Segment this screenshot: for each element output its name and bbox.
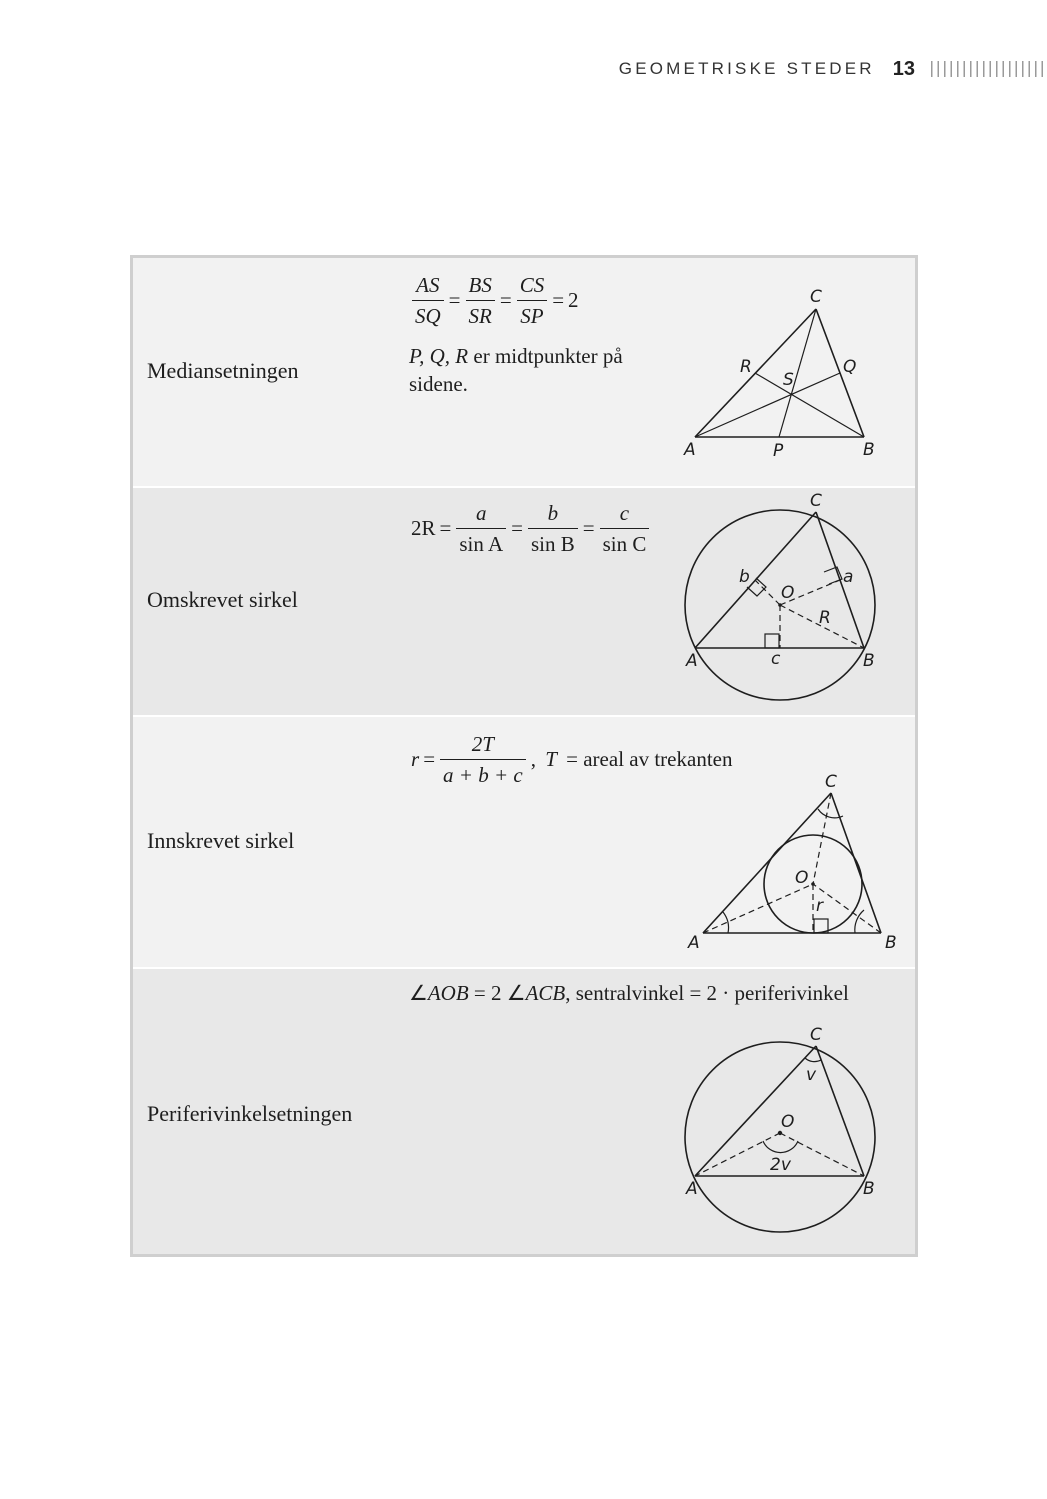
circumscribed-circle-diagram bbox=[133, 488, 915, 715]
row-name: Innskrevet sirkel bbox=[147, 828, 295, 853]
label-Q: Q bbox=[843, 357, 857, 377]
label-v: v bbox=[806, 1065, 817, 1085]
label-S: S bbox=[783, 370, 794, 390]
page-number: 13 bbox=[892, 57, 915, 80]
fraction: $\frac{BS}{SR}$ bbox=[466, 270, 495, 331]
theorem-table bbox=[130, 255, 918, 1257]
inscribed-circle-diagram bbox=[133, 717, 915, 967]
label-C: C bbox=[825, 772, 837, 792]
header-title: GEOMETRISKE STEDER bbox=[618, 59, 875, 78]
label-C: C bbox=[810, 287, 822, 307]
label-a: a bbox=[843, 567, 854, 587]
median-note: P, Q, R er midtpunkter på sidene. bbox=[409, 344, 623, 396]
label-O: O bbox=[781, 1112, 795, 1132]
median-triangle-diagram bbox=[133, 258, 915, 486]
inscribed-angle-diagram bbox=[133, 969, 915, 1254]
row-name: Periferivinkelsetningen bbox=[147, 1101, 353, 1126]
label-C: C bbox=[810, 491, 822, 511]
row-innskrevet-sirkel bbox=[133, 717, 915, 969]
label-A: A bbox=[686, 1179, 698, 1199]
fraction: $\frac{2T}{a + b + c}$ bbox=[440, 729, 526, 790]
row-name: Mediansetningen bbox=[147, 358, 299, 383]
label-R: R bbox=[819, 608, 831, 628]
fraction: $\frac{a}{\text{sin A}}$ bbox=[456, 498, 506, 559]
label-A: A bbox=[684, 440, 696, 460]
median-formula: $\frac{AS}{SQ}$ = $\frac{BS}{SR}$ = $\frac{CS}{SP}$ = 2 bbox=[409, 270, 581, 331]
label-c: c bbox=[771, 649, 781, 669]
row-periferivinkelsetningen bbox=[133, 969, 915, 1254]
label-O: O bbox=[795, 868, 809, 888]
label-R: R bbox=[740, 357, 752, 377]
row-name: Omskrevet sirkel bbox=[147, 587, 298, 612]
inscribed-angle-formula: ∠AOB = 2 ∠ACB, sentralvinkel = 2 · periferivinkel bbox=[409, 981, 849, 1005]
row-mediansetningen bbox=[133, 258, 915, 488]
fraction: $\frac{c}{\text{sin C}}$ bbox=[600, 498, 650, 559]
label-B: B bbox=[863, 1179, 875, 1199]
label-2v: 2v bbox=[770, 1155, 791, 1175]
inscribed-formula: r = $\frac{2T}{a + b + c}$ , T = areal av trekanten bbox=[409, 729, 734, 790]
label-P: P bbox=[773, 441, 784, 461]
label-O: O bbox=[781, 583, 795, 603]
label-B: B bbox=[885, 933, 897, 953]
decorative-tick-bar bbox=[931, 61, 1047, 77]
label-b: b bbox=[739, 567, 750, 587]
label-r: r bbox=[816, 896, 823, 916]
fraction: $\frac{b}{\text{sin B}}$ bbox=[528, 498, 578, 559]
row-omskrevet-sirkel bbox=[133, 488, 915, 717]
label-B: B bbox=[863, 440, 875, 460]
label-A: A bbox=[688, 933, 700, 953]
fraction: $\frac{CS}{SP}$ bbox=[517, 270, 548, 331]
running-header bbox=[619, 56, 1047, 82]
label-C: C bbox=[810, 1025, 822, 1045]
label-A: A bbox=[686, 651, 698, 671]
fraction: $\frac{AS}{SQ}$ bbox=[412, 270, 444, 331]
circumscribed-formula: 2R = $\frac{a}{\text{sin A}}$ = $\frac{b}{\text{sin B}}$ = $\frac{c}{\text{sin C}}$ bbox=[409, 498, 652, 559]
label-B: B bbox=[863, 651, 875, 671]
